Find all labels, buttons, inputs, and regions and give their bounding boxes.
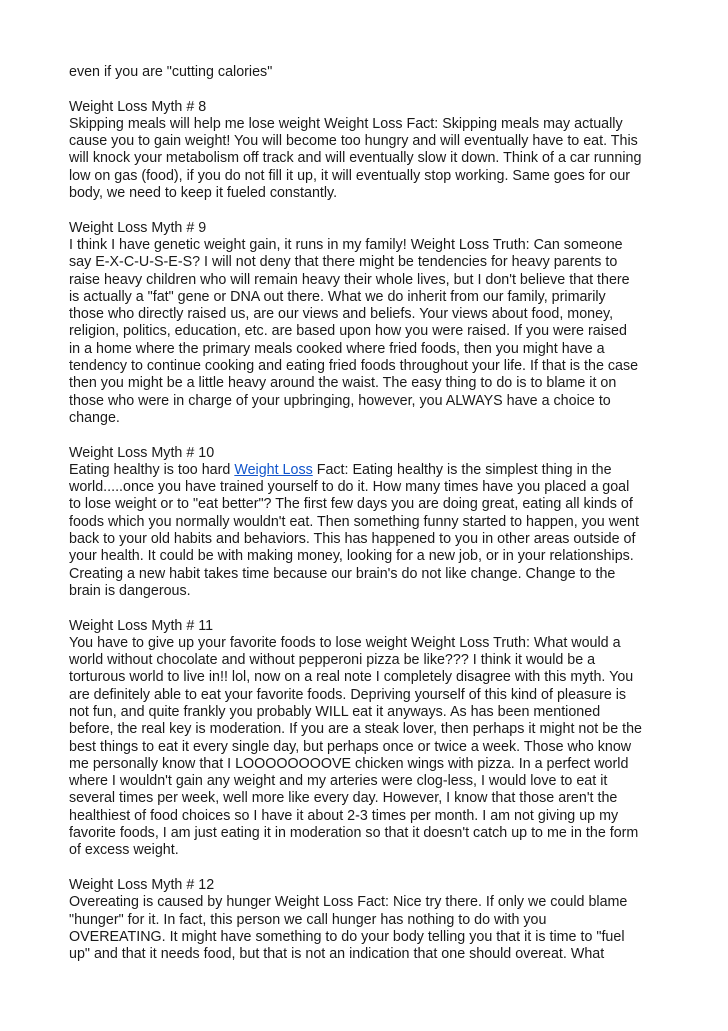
text-line: your health. It could be with making money, looking for a new job, or in your relationships. — [69, 548, 634, 565]
text-line: where I wouldn't gain any weight and my arteries were clog-less, I would love to eat it — [69, 773, 608, 790]
myth-heading: Weight Loss Myth # 11 — [69, 617, 214, 634]
text-line: me personally know that I LOOOOOOOOVE chicken wings with pizza. In a perfect world — [69, 755, 629, 772]
text-line: will knock your metabolism off track and will eventually slow it down. Think of a car running — [69, 150, 642, 167]
text-line: several times per week, well more like every day. However, I know that those aren't the — [69, 790, 618, 807]
text-line: to lose weight or to "eat better"? The first few days you are doing great, eating all kinds of — [69, 496, 633, 513]
text-line: before, the real key is moderation. If you are a steak lover, then perhaps it might not be the — [69, 721, 642, 738]
text-fragment: Eating healthy is too hard — [69, 461, 235, 478]
text-line: foods which you normally wouldn't eat. Then something funny started to happen, you went — [69, 513, 639, 530]
text-line: even if you are "cutting calories" — [69, 64, 273, 80]
text-line: best things to eat it every single day, but perhaps once or twice a week. Those who know — [69, 738, 632, 755]
text-line: world without chocolate and without pepperoni pizza be like??? I think it would be a — [69, 652, 596, 669]
text-line: tendency to continue cooking and eating fried foods throughout your life. If that is the case — [69, 358, 639, 375]
text-line: then you might be a little heavy around the waist. The easy thing to do is to blame it on — [69, 375, 617, 392]
text-line: "hunger" for it. In fact, this person we call hunger has nothing to do with you — [69, 911, 547, 928]
text-line: low on gas (food), if you do not fill it up, it will eventually stop working. Same goes for our — [69, 167, 631, 184]
text-line: OVEREATING. It might have something to do your body telling you that it is time to "fuel — [69, 928, 625, 945]
myth-10-section — [69, 445, 669, 601]
text-line: torturous world to live in!! lol, now on a real note I completely disagree with this myth. You — [69, 669, 634, 686]
text-line: brain is dangerous. — [69, 582, 191, 599]
text-line: those who were in charge of your upbringing, however, you ALWAYS have a choice to — [69, 392, 611, 409]
myth-heading: Weight Loss Myth # 8 — [69, 98, 207, 115]
weight-loss-link[interactable]: Weight Loss — [234, 461, 313, 478]
intro-paragraph — [69, 64, 669, 81]
text-line: body, we need to keep it fueled constantly. — [69, 185, 338, 202]
myth-12-section — [69, 877, 669, 963]
text-line: Overeating is caused by hunger Weight Loss Fact: Nice try there. If only we could blame — [69, 894, 628, 911]
text-line: those who directly raised us, are our views and beliefs. Your views about food, money, — [69, 306, 614, 323]
myth-heading: Weight Loss Myth # 10 — [69, 444, 215, 461]
text-line: Skipping meals will help me lose weight Weight Loss Fact: Skipping meals may actually — [69, 115, 623, 132]
text-line: healthiest of food choices so I have it about 2-3 times per month. I am not giving up my — [69, 807, 619, 824]
text-line: raise heavy children who will remain heavy their whole lives, but I don't believe that there — [69, 271, 630, 288]
text-line: are definitely able to eat your favorite foods. Depriving yourself of this kind of pleasure is — [69, 686, 627, 703]
myth-8-section — [69, 99, 669, 203]
text-line: Creating a new habit takes time because our brain's do not like change. Change to the — [69, 565, 616, 582]
text-line: cause you to gain weight! You will become too hungry and will eventually have to eat. This — [69, 133, 638, 150]
text-fragment: Fact: Eating healthy is the simplest thing in the — [312, 461, 612, 478]
text-line: I think I have genetic weight gain, it runs in my family! Weight Loss Truth: Can someone — [69, 236, 623, 253]
text-line: of excess weight. — [69, 842, 179, 859]
myth-heading: Weight Loss Myth # 9 — [69, 219, 207, 236]
text-line: favorite foods, I am just eating it in moderation so that it doesn't catch up to me in the form — [69, 825, 639, 842]
text-line: up" and that it needs food, but that is not an indication that one should overeat. What — [69, 946, 605, 963]
text-line: change. — [69, 409, 120, 426]
text-line: not fun, and quite frankly you probably WILL eat it anyways. As has been mentioned — [69, 703, 601, 720]
text-line: back to your old habits and behaviors. This has happened to you in other areas outside of — [69, 531, 636, 548]
text-line: world.....once you have trained yourself to do it. How many times have you placed a goal — [69, 479, 630, 496]
document-body — [69, 64, 669, 981]
text-line: say E-X-C-U-S-E-S? I will not deny that there might be tendencies for heavy parents to — [69, 254, 618, 271]
text-line: in a home where the primary meals cooked where fried foods, then you might have a — [69, 340, 605, 357]
text-line — [69, 462, 669, 479]
text-line: religion, politics, education, etc. are based upon how you were raised. If you were raised — [69, 323, 627, 340]
text-line: You have to give up your favorite foods to lose weight Weight Loss Truth: What would a — [69, 634, 621, 651]
myth-11-section — [69, 618, 669, 860]
myth-heading: Weight Loss Myth # 12 — [69, 876, 215, 893]
myth-9-section — [69, 220, 669, 428]
text-line: is actually a "fat" gene or DNA out there. What we do inherit from our family, primarily — [69, 288, 606, 305]
